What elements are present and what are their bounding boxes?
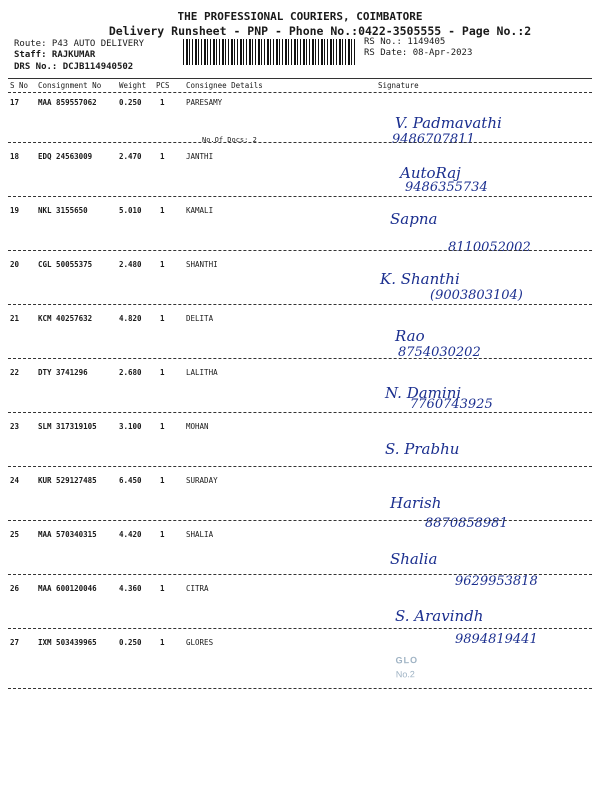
row-pcs: 1 [160, 260, 165, 269]
row-sno: 26 [10, 584, 20, 593]
row-consignee: PARESAMY [186, 98, 223, 107]
row-sno: 24 [10, 476, 20, 485]
row-sno: 19 [10, 206, 20, 215]
row-consignee: JANTHI [186, 152, 214, 161]
row-weight: 5.010 [119, 206, 142, 215]
row-consignee: GLORES [186, 638, 214, 647]
staff-label: Staff: RAJKUMAR [14, 50, 96, 60]
row-consignee: SHALIA [186, 530, 214, 539]
row-sno: 23 [10, 422, 20, 431]
row-signature: AutoRaj [400, 164, 461, 182]
stamp-line2: No.2 [395, 669, 415, 680]
row-signature-phone: 9486355734 [405, 180, 488, 195]
row-weight: 2.680 [119, 368, 142, 377]
row-sno: 21 [10, 314, 20, 323]
row-consignment-no: SLM 317319105 [38, 422, 97, 431]
row-consignment-no: EDQ 24563009 [38, 152, 93, 161]
row-signature-phone: 8754030202 [398, 345, 481, 360]
row-weight: 2.480 [119, 260, 142, 269]
row-pcs: 1 [160, 98, 165, 107]
row-doc-count: No.Of Docs: 2 [202, 136, 257, 144]
row-signature: S. Prabhu [385, 440, 460, 458]
row-consignment-no: KUR 529127485 [38, 476, 97, 485]
row-pcs: 1 [160, 476, 165, 485]
row-pcs: 1 [160, 584, 165, 593]
col-signature: Signature [378, 81, 419, 90]
row-signature-phone: 8110052002 [448, 240, 531, 255]
row-weight: 4.420 [119, 530, 142, 539]
row-weight: 6.450 [119, 476, 142, 485]
row-consignment-no: MAA 570340315 [38, 530, 97, 539]
row-consignment-no: KCM 40257632 [38, 314, 93, 323]
row-signature: K. Shanthi [380, 270, 460, 288]
row-sno: 22 [10, 368, 20, 377]
row-sno: 27 [10, 638, 20, 647]
row-sno: 18 [10, 152, 20, 161]
col-sno: S No [10, 81, 29, 90]
row-divider [8, 358, 592, 359]
row-divider [8, 142, 592, 143]
col-pcs: PCS [156, 81, 170, 90]
row-signature: Sapna [390, 210, 438, 228]
row-weight: 3.100 [119, 422, 142, 431]
row-pcs: 1 [160, 530, 165, 539]
row-consignment-no: IXM 503439965 [38, 638, 97, 647]
drs-barcode [183, 39, 357, 65]
row-pcs: 1 [160, 206, 165, 215]
row-divider [8, 250, 592, 251]
row-divider [8, 520, 592, 521]
row-weight: 0.250 [119, 98, 142, 107]
row-sno: 17 [10, 98, 20, 107]
row-signature-phone: 9629953818 [455, 574, 538, 589]
rs-date: RS Date: 08-Apr-2023 [364, 48, 473, 58]
row-consignment-no: CGL 50055375 [38, 260, 93, 269]
row-weight: 4.820 [119, 314, 142, 323]
row-consignee: DELITA [186, 314, 214, 323]
row-pcs: 1 [160, 314, 165, 323]
row-divider [8, 574, 592, 575]
row-consignee: KAMALI [186, 206, 214, 215]
row-signature-phone: 9486707811 [392, 132, 475, 147]
col-consignment: Consignment No [38, 81, 102, 90]
row-signature: Rao [395, 327, 425, 345]
row-sno: 25 [10, 530, 20, 539]
row-pcs: 1 [160, 422, 165, 431]
row-signature-phone: (9003803104) [430, 288, 523, 303]
row-signature: N. Damini [385, 384, 462, 402]
row-signature: Harish [390, 494, 442, 512]
row-weight: 2.470 [119, 152, 142, 161]
stamp-line1: GLO [395, 655, 419, 666]
row-weight: 0.250 [119, 638, 142, 647]
row-pcs: 1 [160, 638, 165, 647]
row-consignee: LALITHA [186, 368, 218, 377]
rs-number: RS No.: 1149405 [364, 37, 446, 47]
row-consignee: SHANTHI [186, 260, 218, 269]
row-pcs: 1 [160, 152, 165, 161]
row-divider [8, 196, 592, 197]
runsheet-subtitle: Delivery Runsheet - PNP - Phone No.:0422-3505555 - Page No.:2 [108, 24, 532, 38]
row-signature: V. Padmavathi [395, 114, 502, 132]
company-title: THE PROFESSIONAL COURIERS, COIMBATORE [177, 10, 423, 23]
col-weight: Weight [119, 81, 147, 90]
row-signature-phone: 8870858981 [425, 516, 508, 531]
company-stamp [387, 650, 568, 713]
header-rule-top [8, 78, 592, 79]
row-consignee: SURADAY [186, 476, 218, 485]
row-consignee: CITRA [186, 584, 209, 593]
row-divider [8, 304, 592, 305]
row-divider [8, 628, 592, 629]
row-consignment-no: MAA 600120046 [38, 584, 97, 593]
row-consignment-no: DTY 3741296 [38, 368, 88, 377]
row-sno: 20 [10, 260, 20, 269]
row-consignment-no: MAA 859557062 [38, 98, 97, 107]
row-weight: 4.360 [119, 584, 142, 593]
row-signature: Shalia [390, 550, 438, 568]
row-divider [8, 412, 592, 413]
route-label: Route: P43 AUTO DELIVERY [14, 39, 145, 49]
drs-number: DRS No.: DCJB114940502 [14, 62, 134, 72]
row-signature-phone: 7760743925 [410, 397, 493, 412]
row-divider [8, 466, 592, 467]
col-consignee: Consignee Details [186, 81, 263, 90]
row-signature: S. Aravindh [395, 607, 484, 625]
row-consignee: MOHAN [186, 422, 209, 431]
row-consignment-no: NKL 3155650 [38, 206, 88, 215]
header-rule-bottom [8, 92, 592, 93]
row-signature-phone: 9894819441 [455, 632, 538, 647]
row-pcs: 1 [160, 368, 165, 377]
